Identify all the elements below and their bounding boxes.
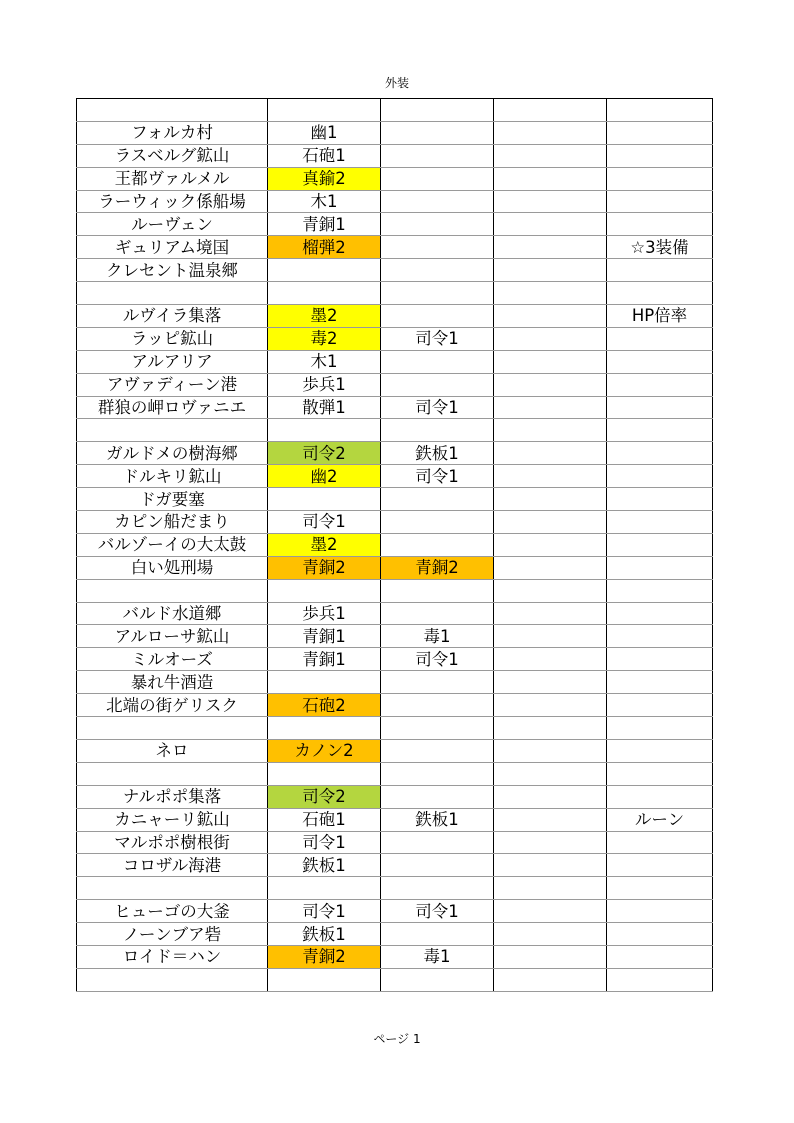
material-cell: 青銅2 — [381, 556, 494, 579]
material-cell — [607, 854, 713, 877]
location-cell: ノーンブア砦 — [77, 923, 268, 946]
table-row — [77, 808, 713, 831]
material-cell: カノン2 — [268, 739, 381, 762]
material-cell — [607, 511, 713, 534]
table-row — [77, 945, 713, 968]
location-cell: アルアリア — [77, 350, 268, 373]
table-row — [77, 739, 713, 762]
material-cell — [381, 739, 494, 762]
table-row — [77, 968, 713, 991]
material-cell — [607, 717, 713, 740]
location-cell — [77, 282, 268, 305]
material-cell — [381, 259, 494, 282]
table-row — [77, 465, 713, 488]
material-cell: ルーン — [607, 808, 713, 831]
material-cell: 青銅2 — [268, 556, 381, 579]
material-cell — [381, 579, 494, 602]
material-cell — [607, 671, 713, 694]
material-cell — [607, 877, 713, 900]
table-row — [77, 167, 713, 190]
table-row — [77, 579, 713, 602]
material-cell: 真鍮2 — [268, 167, 381, 190]
table-row — [77, 671, 713, 694]
material-cell: 司令1 — [268, 831, 381, 854]
material-cell — [607, 785, 713, 808]
location-cell — [77, 99, 268, 122]
material-cell: 司令1 — [381, 465, 494, 488]
material-cell — [607, 533, 713, 556]
material-cell — [381, 533, 494, 556]
table-row — [77, 831, 713, 854]
material-cell — [607, 144, 713, 167]
material-cell — [494, 694, 607, 717]
location-cell: 群狼の岬ロヴァニエ — [77, 396, 268, 419]
material-cell: 木1 — [268, 350, 381, 373]
material-cell — [607, 625, 713, 648]
material-cell — [494, 99, 607, 122]
material-cell — [494, 556, 607, 579]
material-cell — [607, 465, 713, 488]
material-cell: 歩兵1 — [268, 602, 381, 625]
material-cell — [607, 831, 713, 854]
material-cell: 墨2 — [268, 533, 381, 556]
material-cell: 鉄板1 — [381, 442, 494, 465]
material-cell — [607, 350, 713, 373]
location-cell: コロザル海港 — [77, 854, 268, 877]
material-cell — [607, 923, 713, 946]
material-cell — [607, 99, 713, 122]
location-cell: ロイド＝ハン — [77, 945, 268, 968]
table-row — [77, 533, 713, 556]
table-row — [77, 396, 713, 419]
table-row — [77, 488, 713, 511]
material-cell — [381, 717, 494, 740]
location-cell: カピン船だまり — [77, 511, 268, 534]
material-cell — [381, 694, 494, 717]
location-cell: カニャーリ鉱山 — [77, 808, 268, 831]
location-cell: 北端の街ゲリスク — [77, 694, 268, 717]
material-cell — [381, 923, 494, 946]
material-cell: 石砲1 — [268, 144, 381, 167]
material-cell — [494, 785, 607, 808]
location-cell: アルローサ鉱山 — [77, 625, 268, 648]
material-cell — [268, 488, 381, 511]
material-cell: 司令2 — [268, 785, 381, 808]
location-cell: ラスベルグ鉱山 — [77, 144, 268, 167]
material-cell — [494, 648, 607, 671]
material-cell: 青銅1 — [268, 625, 381, 648]
material-cell — [268, 968, 381, 991]
table-row — [77, 694, 713, 717]
material-cell — [607, 945, 713, 968]
material-cell — [268, 762, 381, 785]
table-row — [77, 282, 713, 305]
material-cell — [607, 419, 713, 442]
table-row — [77, 762, 713, 785]
location-cell: 王都ヴァルメル — [77, 167, 268, 190]
table-row — [77, 419, 713, 442]
material-cell — [494, 831, 607, 854]
table-row — [77, 121, 713, 144]
material-cell: 司令1 — [381, 648, 494, 671]
table-row — [77, 511, 713, 534]
material-cell — [494, 350, 607, 373]
table-row — [77, 648, 713, 671]
material-cell: 幽2 — [268, 465, 381, 488]
material-cell: 石砲2 — [268, 694, 381, 717]
material-cell — [381, 373, 494, 396]
material-cell — [494, 213, 607, 236]
material-cell — [381, 854, 494, 877]
material-cell — [607, 167, 713, 190]
location-cell: バルド水道郷 — [77, 602, 268, 625]
location-cell: 暴れ牛酒造 — [77, 671, 268, 694]
material-cell — [494, 671, 607, 694]
material-cell — [607, 579, 713, 602]
material-cell — [494, 327, 607, 350]
material-cell — [607, 396, 713, 419]
material-cell: 青銅2 — [268, 945, 381, 968]
table-row — [77, 190, 713, 213]
material-cell: 石砲1 — [268, 808, 381, 831]
location-cell: ガルドメの樹海郷 — [77, 442, 268, 465]
table-row — [77, 213, 713, 236]
material-cell — [607, 259, 713, 282]
location-cell — [77, 717, 268, 740]
material-cell — [381, 877, 494, 900]
material-cell: 散弾1 — [268, 396, 381, 419]
table-row — [77, 442, 713, 465]
material-cell — [268, 282, 381, 305]
location-cell: マルポポ樹根街 — [77, 831, 268, 854]
location-cell: ルヴイラ集落 — [77, 305, 268, 328]
location-cell: ネロ — [77, 739, 268, 762]
material-cell — [494, 396, 607, 419]
material-cell — [494, 923, 607, 946]
material-cell — [607, 900, 713, 923]
material-cell — [494, 854, 607, 877]
material-cell — [268, 877, 381, 900]
location-cell — [77, 419, 268, 442]
material-cell: HP倍率 — [607, 305, 713, 328]
material-cell — [494, 945, 607, 968]
material-cell — [381, 602, 494, 625]
material-cell: 榴弾2 — [268, 236, 381, 259]
material-cell — [607, 968, 713, 991]
table-row — [77, 144, 713, 167]
material-cell — [494, 808, 607, 831]
material-cell — [494, 602, 607, 625]
location-cell — [77, 579, 268, 602]
location-cell: フォルカ村 — [77, 121, 268, 144]
table-row — [77, 717, 713, 740]
table-row — [77, 923, 713, 946]
material-cell — [607, 442, 713, 465]
table-row — [77, 854, 713, 877]
material-cell — [268, 717, 381, 740]
location-cell: クレセント温泉郷 — [77, 259, 268, 282]
material-cell — [494, 282, 607, 305]
material-cell — [381, 419, 494, 442]
material-cell: 毒1 — [381, 625, 494, 648]
table-row — [77, 327, 713, 350]
material-cell — [607, 762, 713, 785]
table-row — [77, 602, 713, 625]
material-cell — [494, 579, 607, 602]
material-cell — [607, 190, 713, 213]
material-cell: 毒1 — [381, 945, 494, 968]
location-cell — [77, 762, 268, 785]
material-cell — [494, 511, 607, 534]
material-cell — [381, 968, 494, 991]
location-cell: ドガ要塞 — [77, 488, 268, 511]
material-cell: 司令1 — [381, 327, 494, 350]
material-cell — [268, 259, 381, 282]
material-cell — [607, 373, 713, 396]
material-cell — [381, 190, 494, 213]
material-cell — [268, 99, 381, 122]
material-cell — [494, 259, 607, 282]
material-cell — [268, 671, 381, 694]
material-cell — [381, 99, 494, 122]
table-row — [77, 877, 713, 900]
material-cell — [381, 350, 494, 373]
material-cell — [494, 625, 607, 648]
material-cell — [607, 121, 713, 144]
material-cell: 司令1 — [381, 900, 494, 923]
table-row — [77, 99, 713, 122]
location-cell: ミルオーズ — [77, 648, 268, 671]
material-cell — [381, 831, 494, 854]
material-cell — [494, 900, 607, 923]
location-cell — [77, 877, 268, 900]
material-cell — [381, 167, 494, 190]
material-cell: 青銅1 — [268, 213, 381, 236]
table-row — [77, 556, 713, 579]
material-cell: ☆3装備 — [607, 236, 713, 259]
material-cell — [494, 236, 607, 259]
material-cell — [494, 305, 607, 328]
material-cell — [381, 511, 494, 534]
location-cell: ドルキリ鉱山 — [77, 465, 268, 488]
page-footer-number: ページ 1 — [373, 1032, 421, 1046]
table-row — [77, 625, 713, 648]
material-cell — [607, 739, 713, 762]
table-row — [77, 900, 713, 923]
material-cell — [607, 327, 713, 350]
table-row — [77, 236, 713, 259]
material-cell: 木1 — [268, 190, 381, 213]
material-cell — [607, 282, 713, 305]
location-cell: ギュリアム境国 — [77, 236, 268, 259]
material-cell — [494, 717, 607, 740]
material-cell — [494, 739, 607, 762]
location-cell: ナルポポ集落 — [77, 785, 268, 808]
material-cell: 司令2 — [268, 442, 381, 465]
table-row — [77, 350, 713, 373]
material-cell: 墨2 — [268, 305, 381, 328]
material-cell — [268, 419, 381, 442]
material-cell — [494, 762, 607, 785]
location-cell — [77, 968, 268, 991]
material-cell — [607, 648, 713, 671]
material-cell — [494, 373, 607, 396]
material-cell — [494, 877, 607, 900]
material-cell — [381, 121, 494, 144]
material-cell — [494, 465, 607, 488]
material-cell: 鉄板1 — [381, 808, 494, 831]
location-cell: ラッピ鉱山 — [77, 327, 268, 350]
material-cell — [381, 785, 494, 808]
table-row — [77, 259, 713, 282]
material-cell — [381, 671, 494, 694]
material-cell — [494, 968, 607, 991]
material-cell — [268, 579, 381, 602]
material-cell — [607, 556, 713, 579]
material-cell: 歩兵1 — [268, 373, 381, 396]
material-cell — [381, 213, 494, 236]
material-cell — [494, 144, 607, 167]
location-cell: ルーヴェン — [77, 213, 268, 236]
material-cell: 毒2 — [268, 327, 381, 350]
location-cell: ヒューゴの大釜 — [77, 900, 268, 923]
material-cell — [494, 533, 607, 556]
material-cell — [494, 419, 607, 442]
material-cell: 鉄板1 — [268, 854, 381, 877]
location-cell: 白い処刑場 — [77, 556, 268, 579]
material-cell — [494, 442, 607, 465]
material-cell — [381, 762, 494, 785]
material-cell: 司令1 — [381, 396, 494, 419]
material-cell — [381, 488, 494, 511]
material-cell — [494, 488, 607, 511]
location-cell: アヴァディーン港 — [77, 373, 268, 396]
material-cell: 鉄板1 — [268, 923, 381, 946]
table-row — [77, 305, 713, 328]
material-cell: 司令1 — [268, 511, 381, 534]
spreadsheet-table — [76, 98, 713, 992]
material-cell — [607, 213, 713, 236]
page-header-title: 外装 — [384, 76, 409, 90]
material-cell — [607, 488, 713, 511]
material-cell — [607, 694, 713, 717]
table-row — [77, 785, 713, 808]
spreadsheet-body — [77, 99, 713, 992]
material-cell: 青銅1 — [268, 648, 381, 671]
material-cell: 司令1 — [268, 900, 381, 923]
location-cell: ラーウィック係船場 — [77, 190, 268, 213]
material-cell — [381, 282, 494, 305]
material-cell — [381, 236, 494, 259]
material-cell — [607, 602, 713, 625]
table-row — [77, 373, 713, 396]
location-cell: バルゾーイの大太鼓 — [77, 533, 268, 556]
material-cell — [494, 167, 607, 190]
material-cell — [381, 144, 494, 167]
material-cell — [494, 190, 607, 213]
material-cell — [381, 305, 494, 328]
material-cell — [494, 121, 607, 144]
material-cell: 幽1 — [268, 121, 381, 144]
